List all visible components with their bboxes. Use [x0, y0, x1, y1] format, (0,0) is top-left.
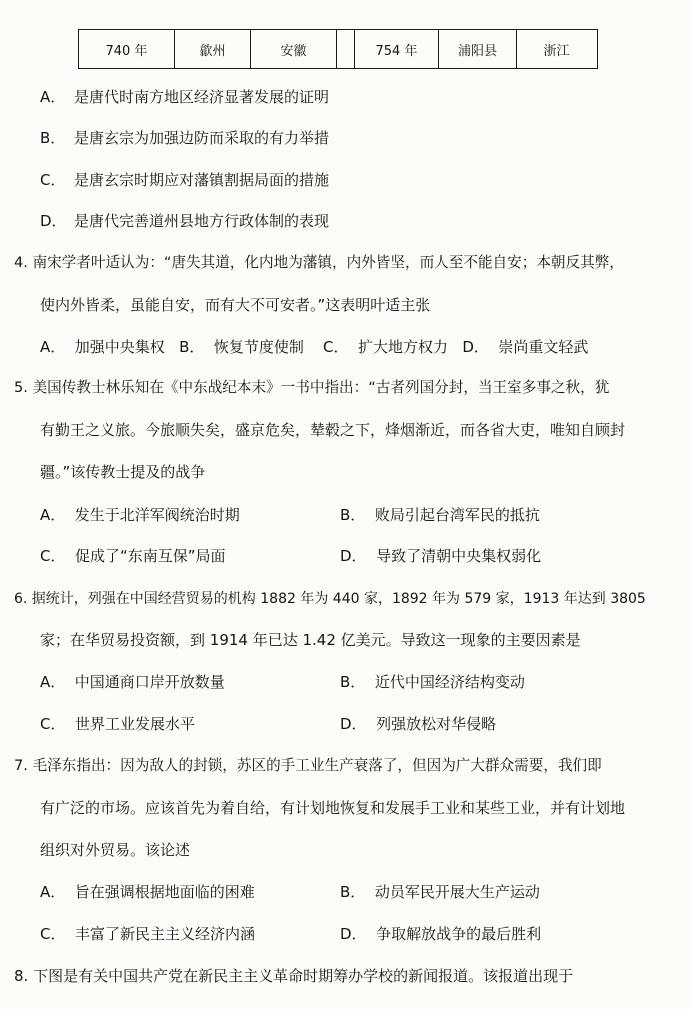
- q7-option-c: C． 丰富了新民主主义经济内涵: [40, 925, 256, 943]
- q5-stem-line1: 5. 美国传教士林乐知在《中东战纪本末》一书中指出：“古者列国分封，当王室多事之秋，犹: [14, 379, 610, 396]
- q3-option-d: D． 是唐代完善道州县地方行政体制的表现: [40, 212, 330, 230]
- q6-option-c: C． 世界工业发展水平: [40, 715, 196, 733]
- q5-option-b: B． 败局引起台湾军民的抵抗: [340, 506, 540, 524]
- q5-option-a: A． 发生于北洋军阀统治时期: [40, 506, 240, 524]
- q7-stem-line2: 有广泛的市场。应该首先为着自给，有计划地恢复和发展手工业和某些工业，并有计划地: [40, 799, 626, 817]
- q6-option-b: B． 近代中国经济结构变动: [340, 673, 525, 691]
- q7-stem-line1: 7. 毛泽东指出：因为敌人的封锁，苏区的手工业生产衰落了，但因为广大群众需要，我们即: [14, 757, 602, 774]
- table-cell: 740 年: [79, 30, 175, 68]
- table-cell: 浙江: [543, 43, 570, 59]
- q8-stem-line1: 8. 下图是有关中国共产党在新民主主义革命时期筹办学校的新闻报道。该报道出现于: [14, 967, 574, 985]
- q7-option-d: D． 争取解放战争的最后胜利: [340, 925, 542, 943]
- q6-option-a: A． 中国通商口岸开放数量: [40, 673, 225, 691]
- table-cell: 754 年: [355, 30, 439, 68]
- q3-option-c: C． 是唐玄宗时期应对藩镇割据局面的措施: [40, 171, 330, 189]
- q6-stem-line1: 6. 据统计，列强在中国经营贸易的机构 1882 年为 440 家，1892 年为 579 家，1913 年达到 3805: [14, 591, 646, 607]
- table-cell: 安徽: [251, 30, 337, 68]
- q5-stem-line3: 疆。”该传教士提及的战争: [40, 463, 206, 481]
- q5-stem-line2: 有勤王之义旅。今旅顺失矣，盛京危矣，辇毂之下，烽烟渐近，而各省大吏，唯知自顾封: [40, 421, 626, 439]
- table-cell: 歙州: [175, 30, 251, 68]
- q4-stem-line2: 使内外皆柔，虽能自安，而有大不可安者。”这表明叶适主张: [40, 296, 431, 314]
- q5-option-d: D． 导致了清朝中央集权弱化: [340, 547, 542, 565]
- q4-options: A． 加强中央集权 B． 恢复节度使制 C． 扩大地方权力 D． 崇尚重文轻武: [40, 338, 589, 356]
- q3-option-a: A． 是唐代时南方地区经济显著发展的证明: [40, 88, 330, 106]
- table-cell: [337, 30, 355, 68]
- data-table-fragment: [78, 29, 598, 69]
- q7-option-b: B． 动员军民开展大生产运动: [340, 883, 540, 901]
- q7-stem-line3: 组织对外贸易。该论述: [40, 841, 191, 859]
- q6-stem-line2: 家；在华贸易投资额，到 1914 年已达 1.42 亿美元。导致这一现象的主要因素是: [40, 631, 581, 649]
- q7-option-a: A． 旨在强调根据地面临的困难: [40, 883, 255, 901]
- q3-option-b: B． 是唐玄宗为加强边防而采取的有力举措: [40, 129, 330, 147]
- q5-option-c: C． 促成了“东南互保”局面: [40, 547, 226, 565]
- q4-stem-line1: 4. 南宋学者叶适认为：“唐失其道，化内地为藩镇，内外皆坚，而人至不能自安；本朝反其弊，: [14, 254, 624, 271]
- q6-option-d: D． 列强放松对华侵略: [340, 715, 497, 733]
- table-cell: 浦阳县: [439, 30, 517, 68]
